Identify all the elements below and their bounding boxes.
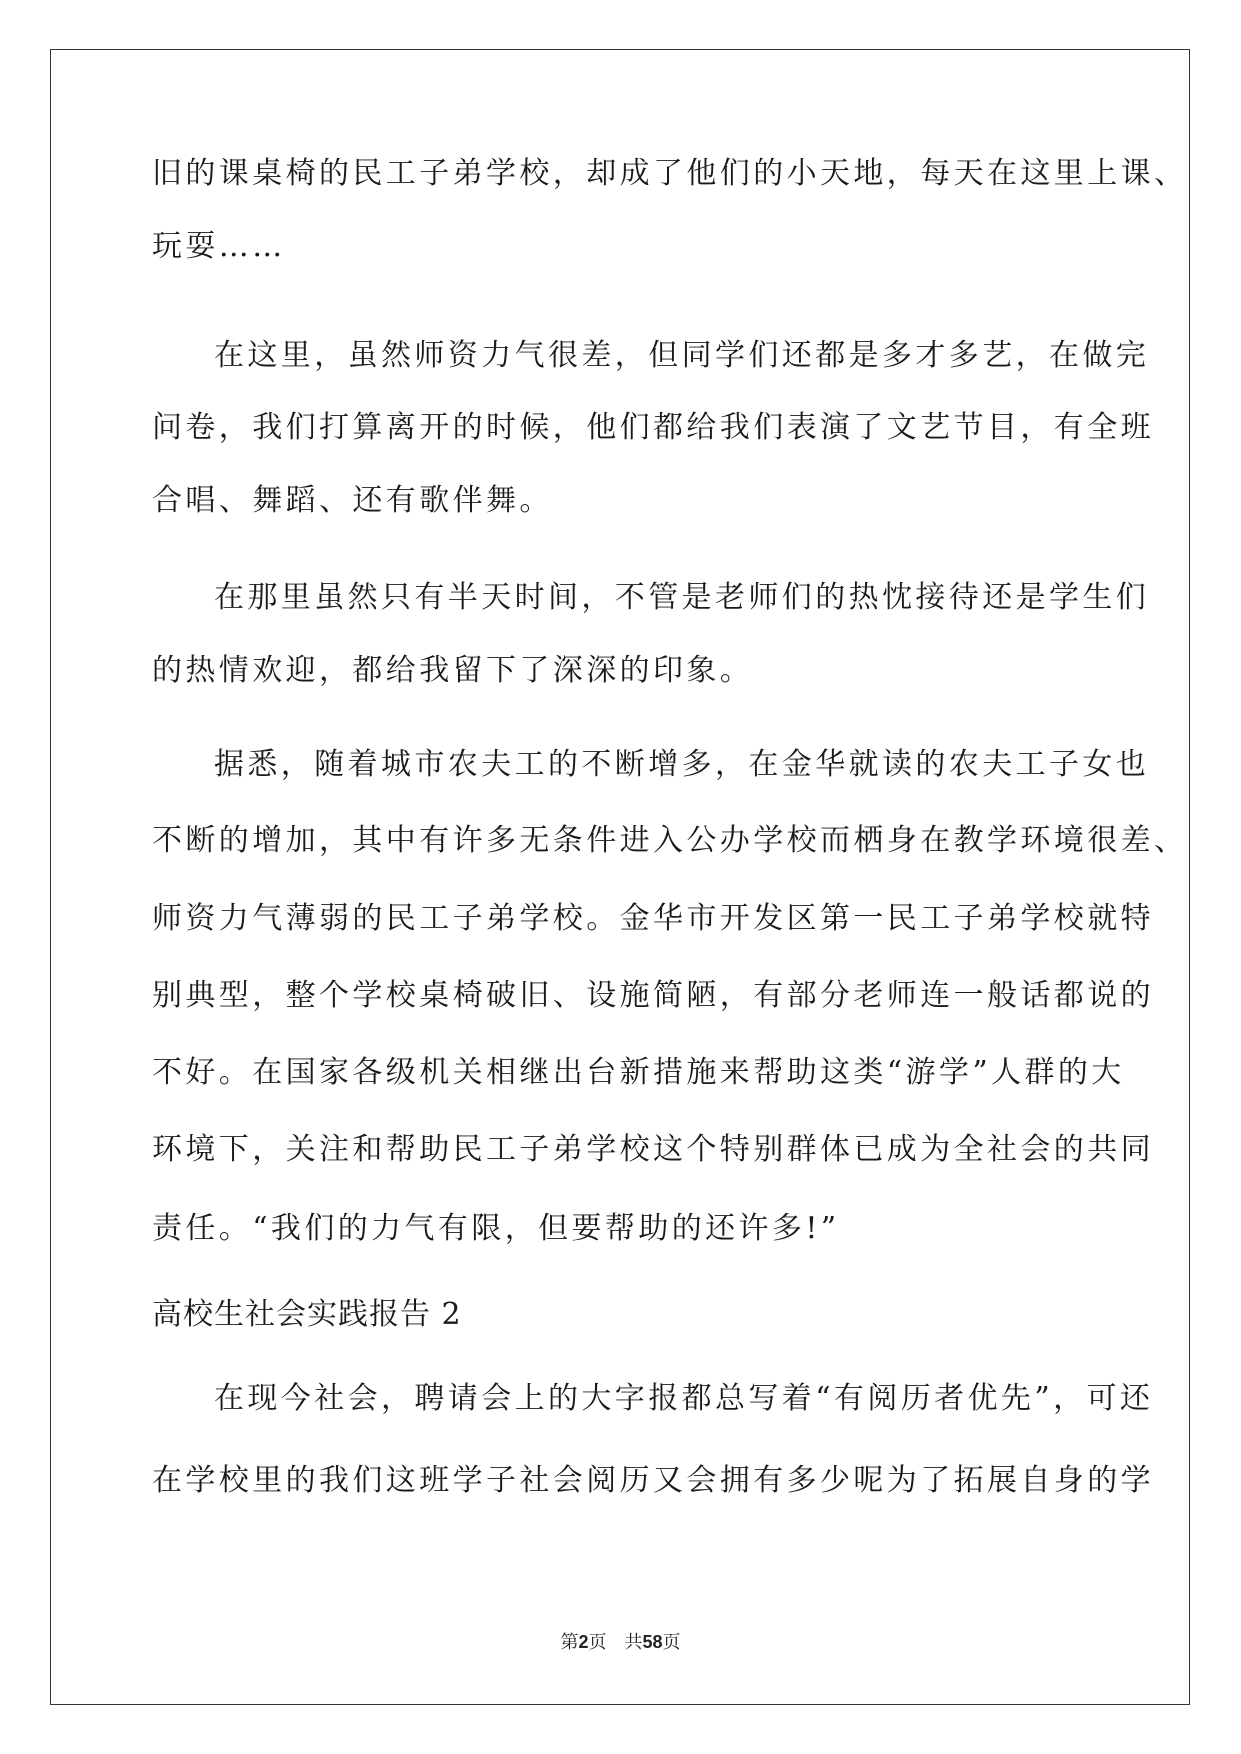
total-page-count: 58 bbox=[642, 1632, 663, 1652]
page-border bbox=[50, 49, 1190, 1705]
footer-mid: 页 共 bbox=[588, 1632, 643, 1652]
paragraph-start: 在这里，虽然师资力气很差，但同学们还都是多才多艺，在做完 bbox=[214, 338, 1150, 373]
section-heading: 高校生社会实践报告 2 bbox=[152, 1297, 462, 1332]
page-footer bbox=[0, 1628, 1241, 1654]
text-line: 旧的课桌椅的民工子弟学校，却成了他们的小天地，每天在这里上课、 bbox=[152, 156, 1188, 191]
text-line: 不好。在国家各级机关相继出台新措施来帮助这类“游学”人群的大 bbox=[152, 1055, 1125, 1090]
paragraph-start: 在那里虽然只有半天时间，不管是老师们的热忱接待还是学生们 bbox=[214, 580, 1150, 615]
text-line: 不断的增加，其中有许多无条件进入公办学校而栖身在教学环境很差、 bbox=[152, 823, 1188, 858]
text-line: 问卷，我们打算离开的时候，他们都给我们表演了文艺节目，有全班 bbox=[152, 410, 1154, 445]
text-line: 师资力气薄弱的民工子弟学校。金华市开发区第一民工子弟学校就特 bbox=[152, 901, 1154, 936]
text-line: 别典型，整个学校桌椅破旧、设施简陋，有部分老师连一般话都说的 bbox=[152, 978, 1154, 1013]
text-line: 合唱、舞蹈、还有歌伴舞。 bbox=[152, 483, 553, 518]
paragraph-start: 在现今社会，聘请会上的大字报都总写着“有阅历者优先”，可还 bbox=[214, 1381, 1154, 1416]
text-line: 责任。“我们的力气有限，但要帮助的还许多!” bbox=[152, 1211, 840, 1246]
text-line: 环境下，关注和帮助民工子弟学校这个特别群体已成为全社会的共同 bbox=[152, 1132, 1154, 1167]
current-page-number: 2 bbox=[578, 1632, 589, 1652]
footer-prefix: 第 bbox=[560, 1632, 579, 1652]
text-line: 在学校里的我们这班学子社会阅历又会拥有多少呢为了拓展自身的学 bbox=[152, 1463, 1154, 1498]
text-line: 玩耍…… bbox=[152, 229, 286, 264]
footer-suffix: 页 bbox=[662, 1632, 681, 1652]
paragraph-start: 据悉，随着城市农夫工的不断增多，在金华就读的农夫工子女也 bbox=[214, 747, 1150, 782]
text-line: 的热情欢迎，都给我留下了深深的印象。 bbox=[152, 653, 754, 688]
